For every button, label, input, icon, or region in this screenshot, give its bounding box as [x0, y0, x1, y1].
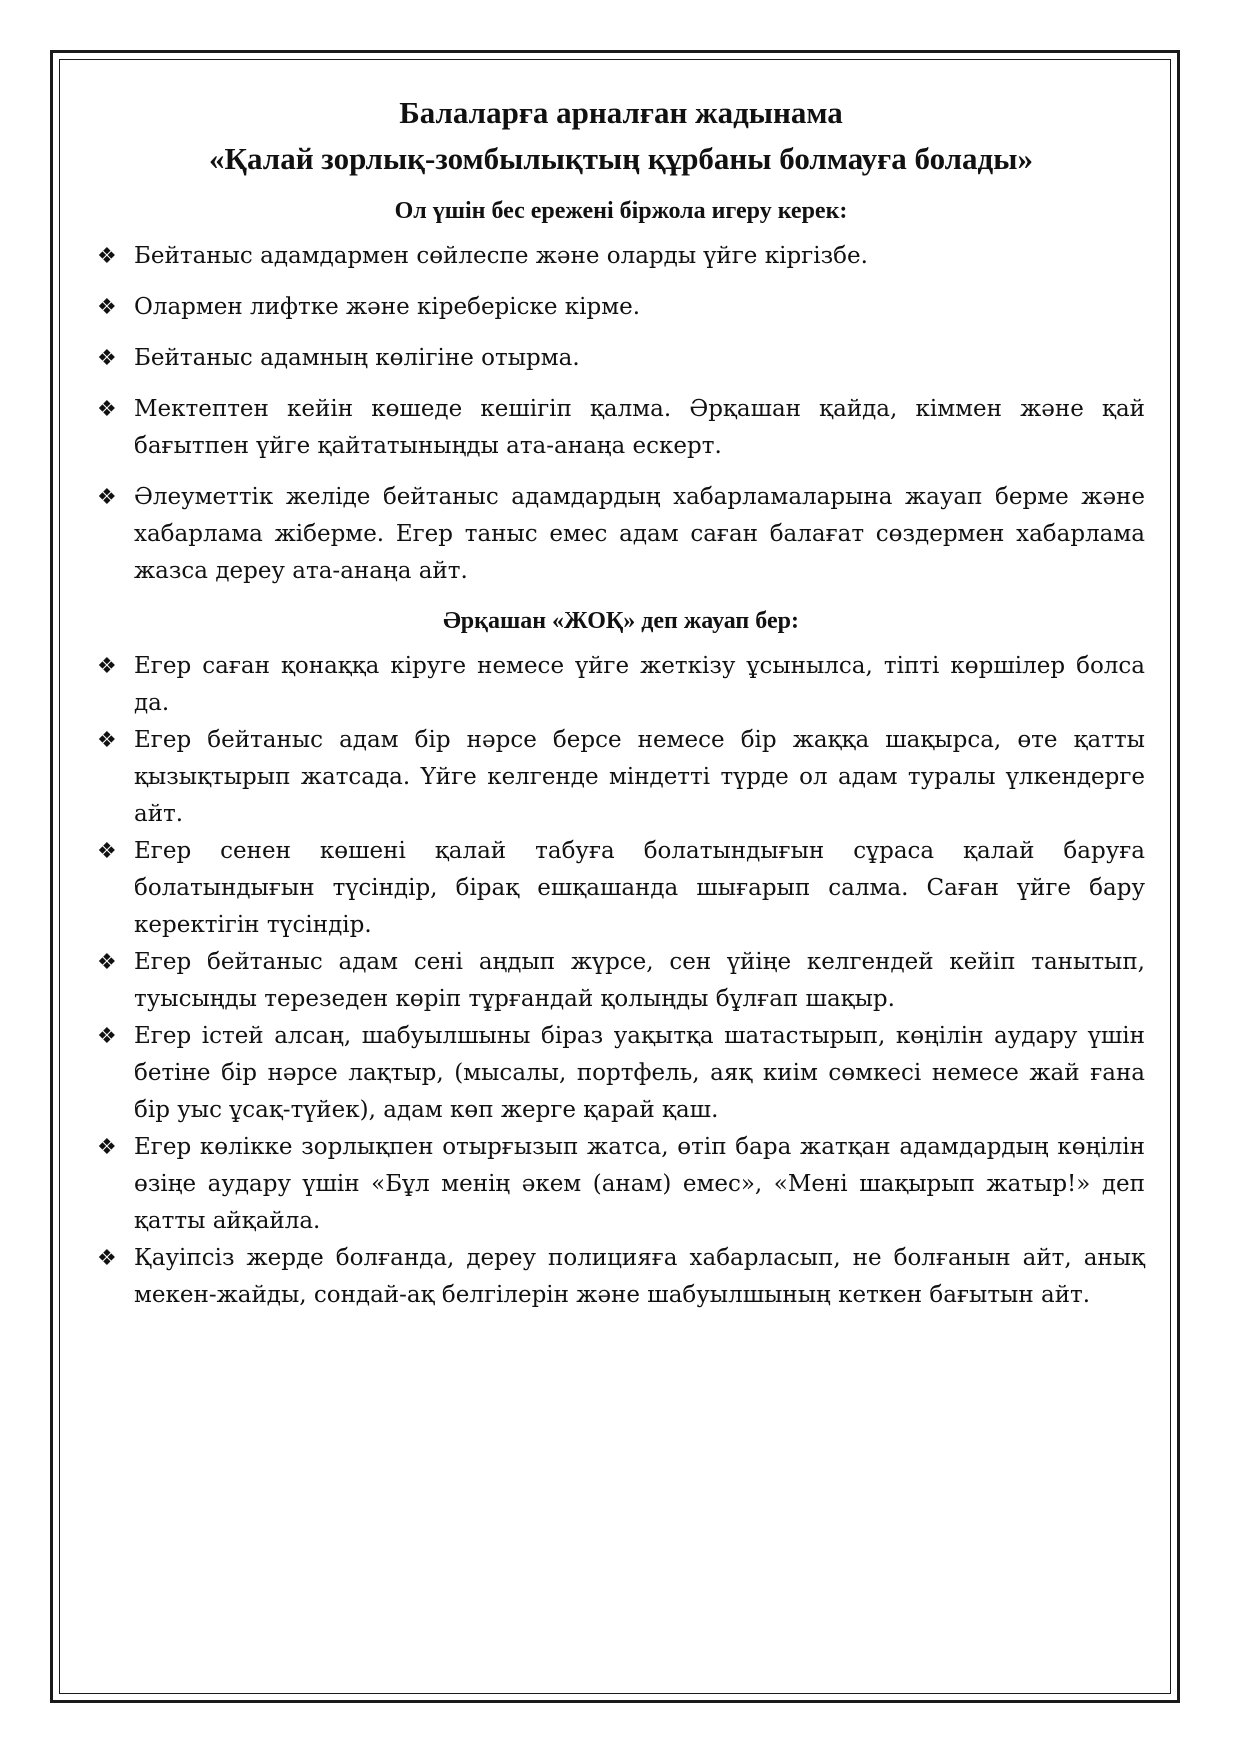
list-item-text: Егер сенен көшені қалай табуға болатындығын сұраса қалай баруға болатындығын түсіндір, бірақ ешқашанда шығарып салма. Саған үйге бару керектігін түсіндір. [134, 838, 1145, 938]
list-item [97, 1018, 1145, 1129]
diamond-bullet-icon: ❖ [97, 654, 117, 679]
diamond-bullet-icon: ❖ [97, 295, 117, 320]
diamond-bullet-icon: ❖ [97, 244, 117, 269]
diamond-bullet-icon: ❖ [97, 397, 117, 422]
list-item [97, 289, 1145, 326]
list-item-text: Қауіпсіз жерде болғанда, дереу полицияға хабарласып, не болғанын айт, анық мекен-жайды, сондай-ақ белгілерін және шабуылшының кеткен бағытын айт. [134, 1245, 1145, 1308]
diamond-bullet-icon: ❖ [97, 1024, 117, 1049]
list-item [97, 1129, 1145, 1240]
diamond-bullet-icon: ❖ [97, 485, 117, 510]
document-title-line-2: «Қалай зорлық-зомбылықтың құрбаны болмауға болады» [209, 141, 1033, 176]
section-1-list [97, 238, 1145, 590]
diamond-bullet-icon: ❖ [97, 950, 117, 975]
list-item [97, 648, 1145, 722]
list-item-text: Мектептен кейін көшеде кешігіп қалма. Әрқашан қайда, кіммен және қай бағытпен үйге қайтатыныңды ата-анаңа ескерт. [134, 396, 1145, 459]
diamond-bullet-icon: ❖ [97, 1135, 117, 1160]
list-item [97, 1240, 1145, 1314]
document-title-line-1: Балаларға арналған жадынама [399, 95, 843, 130]
list-item [97, 833, 1145, 944]
section-2-list [97, 648, 1145, 1314]
list-item [97, 391, 1145, 465]
diamond-bullet-icon: ❖ [97, 346, 117, 371]
list-item [97, 340, 1145, 377]
list-item [97, 479, 1145, 590]
list-item-text: Әлеуметтік желіде бейтаныс адамдардың хабарламаларына жауап берме және хабарлама жіберме. Егер таныс емес адам саған балағат сөздермен хабарлама жазса дереу ата-анаңа айт. [134, 484, 1145, 584]
section-2-heading: Әрқашан «ЖОҚ» деп жауап бер: [443, 608, 799, 634]
document-content [97, 90, 1145, 1314]
diamond-bullet-icon: ❖ [97, 728, 117, 753]
diamond-bullet-icon: ❖ [97, 1246, 117, 1271]
list-item-text: Егер саған қонаққа кіруге немесе үйге жеткізу ұсынылса, тіпті көршілер болса да. [134, 653, 1145, 716]
list-item-text: Бейтаныс адамның көлігіне отырма. [134, 345, 580, 371]
list-item-text: Егер бейтаныс адам бір нәрсе берсе немесе бір жаққа шақырса, өте қатты қызықтырып жатсада. Үйге келгенде міндетті түрде ол адам туралы үлкендерге айт. [134, 727, 1145, 827]
list-item-text: Егер бейтаныс адам сені аңдып жүрсе, сен үйіңе келгендей кейіп танытып, туысыңды терезеден көріп тұрғандай қолыңды бұлғап шақыр. [134, 949, 1145, 1012]
list-item-text: Олармен лифтке және кіреберіске кірме. [134, 294, 641, 320]
section-1-heading: Ол үшін бес ережені біржола игеру керек: [394, 198, 848, 224]
list-item-text: Егер көлікке зорлықпен отырғызып жатса, өтіп бара жатқан адамдардың көңілін өзіңе аудару үшін «Бұл менің әкем (анам) емес», «Мені шақырып жатыр!» деп қатты айқайла. [134, 1134, 1145, 1234]
list-item [97, 238, 1145, 275]
list-item [97, 722, 1145, 833]
diamond-bullet-icon: ❖ [97, 839, 117, 864]
list-item-text: Егер істей алсаң, шабуылшыны біраз уақытқа шатастырып, көңілін аудару үшін бетіне бір нәрсе лақтыр, (мысалы, портфель, аяқ киім сөмкесі немесе жай ғана бір уыс ұсақ-түйек), адам көп жерге қарай қаш. [134, 1023, 1145, 1123]
list-item [97, 944, 1145, 1018]
list-item-text: Бейтаныс адамдармен сөйлеспе және оларды үйге кіргізбе. [134, 243, 868, 269]
